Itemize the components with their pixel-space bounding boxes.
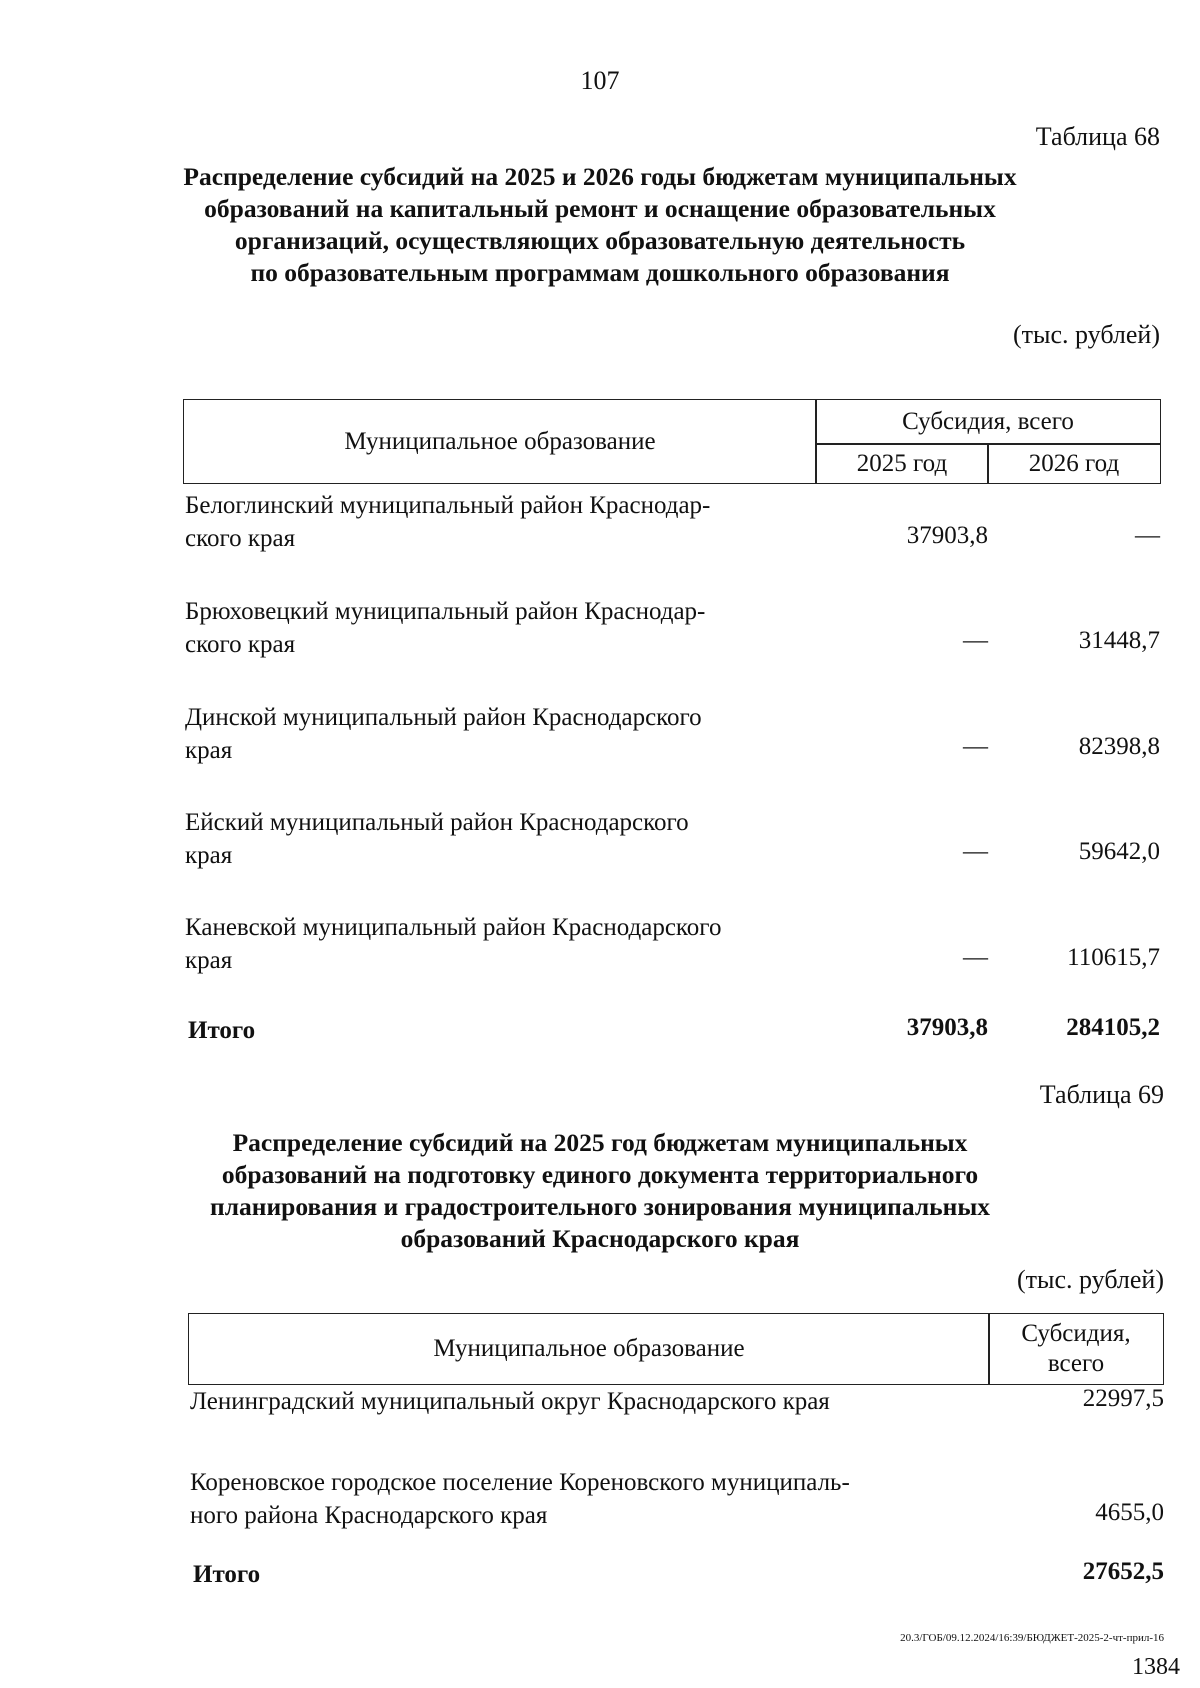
title-line: Распределение субсидий на 2025 и 2026 годы бюджетам муниципальных (183, 162, 1017, 191)
title-line: образований на подготовку единого документа территориального (221, 1160, 979, 1189)
header-year-2026: 2026 год (987, 443, 1161, 484)
table-row-name: Белоглинский муниципальный район Краснодар- ского края (185, 492, 711, 552)
cell-2025: — (963, 627, 988, 654)
cell-2026: 82398,8 (1078, 733, 1160, 760)
title-line: образований Краснодарского края (400, 1224, 800, 1253)
table-row-name: Ейский муниципальный район Краснодарского края (185, 809, 689, 869)
cell-subsidy: 4655,0 (1095, 1499, 1164, 1526)
title-line: организаций, осуществляющих образовательную деятельность (234, 226, 966, 255)
title-line: образований на капитальный ремонт и оснащение образовательных (204, 194, 996, 223)
total-label: Итого (188, 1017, 256, 1044)
header-municipality: Муниципальное образование (188, 1313, 990, 1385)
table-69-label: Таблица 69 (1039, 1080, 1164, 1109)
table-row-name: Динской муниципальный район Краснодарского края (185, 704, 702, 764)
table-68-title (100, 161, 1100, 289)
title-line: Распределение субсидий на 2025 год бюджетам муниципальных (232, 1128, 968, 1157)
table-row-name: Каневской муниципальный район Краснодарского края (185, 914, 722, 974)
cell-2026: — (1135, 522, 1160, 549)
cell-2025: — (963, 838, 988, 865)
total-2025: 37903,8 (906, 1014, 988, 1041)
table-68-units: (тыс. рублей) (1012, 320, 1160, 349)
title-line: планирования и градостроительного зонирования муниципальных (210, 1192, 990, 1221)
total-2026: 284105,2 (1066, 1014, 1160, 1041)
cell-2026: 31448,7 (1078, 627, 1160, 654)
table-68-label: Таблица 68 (1035, 122, 1160, 151)
total-label: Итого (193, 1561, 261, 1588)
header-subsidy-total: Субсидия, всего (815, 399, 1161, 445)
cell-2025: — (963, 733, 988, 760)
cell-2025: — (963, 944, 988, 971)
table-69-title (100, 1127, 1100, 1255)
table-row-name: Брюховецкий муниципальный район Краснодар- ского края (185, 598, 706, 658)
table-row-name: Кореновское городское поселение Кореновского муниципаль- ного района Краснодарского края (190, 1469, 850, 1529)
header-municipality: Муниципальное образование (183, 399, 817, 484)
cell-subsidy: 22997,5 (1082, 1385, 1164, 1412)
document-code: 20.3/ГОБ/09.12.2024/16:39/БЮДЖЕТ-2025-2-чт-прил-16 (900, 1632, 1164, 1644)
title-line: по образовательным программам дошкольного образования (250, 258, 950, 287)
table-row-name: Ленинградский муниципальный округ Краснодарского края (190, 1388, 830, 1415)
cell-2026: 110615,7 (1067, 944, 1160, 971)
cell-2026: 59642,0 (1078, 838, 1160, 865)
header-year-2025: 2025 год (815, 443, 989, 484)
page-number: 107 (580, 66, 620, 95)
sheet-number: 1384 (1132, 1654, 1180, 1680)
total-subsidy: 27652,5 (1082, 1558, 1164, 1585)
cell-2025: 37903,8 (906, 522, 988, 549)
header-subsidy-total: Субсидия, всего (988, 1313, 1164, 1385)
table-69-units: (тыс. рублей) (1016, 1265, 1164, 1294)
